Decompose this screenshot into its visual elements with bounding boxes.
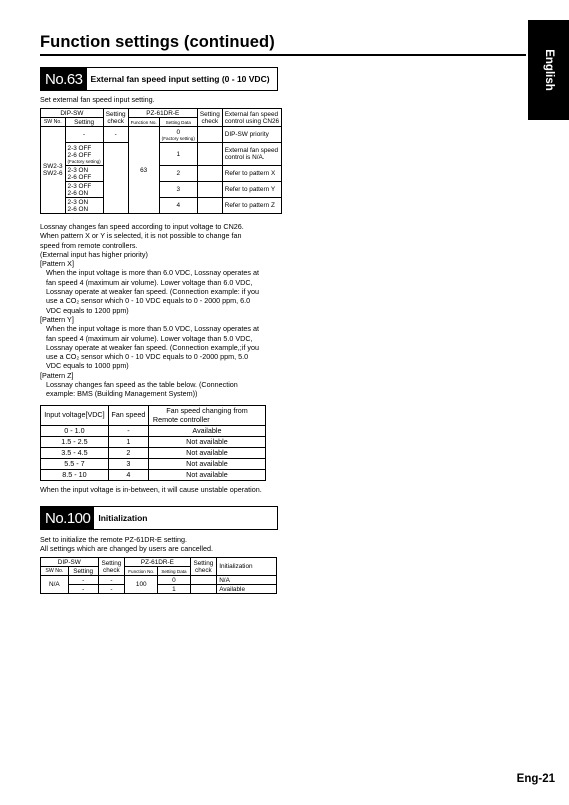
table-row xyxy=(41,127,282,143)
body-line: Lossnay changes fan speed as the table below. (Connection xyxy=(46,380,238,390)
fan-speed-cell: 2 xyxy=(108,448,148,459)
availability-cell: Not available xyxy=(148,448,265,459)
header-setting: Setting xyxy=(65,118,103,127)
section-100-header xyxy=(40,506,278,530)
fan-speed-cell: 4 xyxy=(108,470,148,481)
section-63-header xyxy=(40,67,278,91)
page-number: Eng-21 xyxy=(516,773,555,785)
header-pz61dr: PZ-61DR-E xyxy=(125,558,190,567)
function-no-cell: 100 xyxy=(125,576,158,594)
header-fan-speed: Fan speed xyxy=(108,406,148,426)
setting-data-cell: 4 xyxy=(159,198,197,214)
header-setting-data: Setting Data xyxy=(159,118,197,127)
setting-cell: - xyxy=(68,585,98,594)
fan-speed-cell: 3 xyxy=(108,459,148,470)
function-no-cell: 63 xyxy=(128,127,159,214)
voltage-cell: 0 - 1.0 xyxy=(41,426,109,437)
section-100-title: Initialization xyxy=(98,513,148,523)
availability-cell: Not available xyxy=(148,437,265,448)
setting-check-cell: - xyxy=(98,585,125,594)
description-cell: Refer to pattern Z xyxy=(222,198,281,214)
header-setting-check: Setting check xyxy=(103,109,128,127)
header-setting-check-2: Setting check xyxy=(197,109,222,127)
setting-check-cell: - xyxy=(103,127,128,143)
body-line: When the input voltage is more than 6.0 VDC, Lossnay operates at xyxy=(46,268,259,278)
body-line: [Pattern Z] xyxy=(40,370,74,380)
title-divider xyxy=(40,54,526,56)
body-line: use a CO₂ sensor which 0 - 10 VDC equals to 0 -2000 ppm, 5.0 xyxy=(46,352,249,362)
body-line: speed from remote controllers. xyxy=(40,240,138,250)
body-line: example: BMS (Building Management System)) xyxy=(46,389,198,399)
table-row xyxy=(41,470,266,481)
setting-check-cell-2 xyxy=(197,198,222,214)
section-100-intro xyxy=(40,535,213,554)
header-setting-check: Setting check xyxy=(98,558,125,576)
setting-data-cell: 0 (Factory setting) xyxy=(159,127,197,143)
body-line: VDC equals to 1200 ppm) xyxy=(46,305,129,315)
initialization-cell: Available xyxy=(217,585,277,594)
setting-data-cell: 1 xyxy=(158,585,190,594)
header-sw-no: SW No. xyxy=(41,567,69,576)
language-tab xyxy=(528,20,569,120)
header-initialization: Initialization xyxy=(217,558,277,576)
setting-data-cell: 0 xyxy=(158,576,190,585)
table-row xyxy=(41,166,282,182)
table-row xyxy=(41,576,277,585)
setting-cell: 2-3 ON 2-6 ON xyxy=(65,198,103,214)
body-line: VDC equals to 1000 ppm) xyxy=(46,361,129,371)
body-line: (External input has higher priority) xyxy=(40,249,148,259)
section-100-number: No.100 xyxy=(41,507,94,529)
availability-cell: Not available xyxy=(148,459,265,470)
table-row xyxy=(41,182,282,198)
setting-check-cell-2 xyxy=(197,127,222,143)
header-setting: Setting xyxy=(68,567,98,576)
body-line: Lossnay changes fan speed according to input voltage to CN26. xyxy=(40,222,244,231)
header-dipsw: DIP-SW xyxy=(41,558,99,567)
voltage-pattern-z-table xyxy=(40,405,266,481)
setting-check-cell-2 xyxy=(197,143,222,166)
header-description: External fan speed control using CN26 xyxy=(222,109,281,127)
body-line: When pattern X or Y is selected, it is not possible to change fan xyxy=(40,231,242,241)
voltage-cell: 1.5 - 2.5 xyxy=(41,437,109,448)
table-row xyxy=(41,437,266,448)
setting-cell: - xyxy=(65,127,103,143)
header-function-no: Function No. xyxy=(128,118,159,127)
body-line: fan speed 4 (maximum air volume). Lower voltage than 5.0 VDC, xyxy=(46,333,253,343)
section-63-settings-table xyxy=(40,108,282,214)
body-line: Lossnay operate at weaker fan speed. (Connection example: if you xyxy=(46,287,259,297)
voltage-cell: 8.5 - 10 xyxy=(41,470,109,481)
setting-data-cell: 3 xyxy=(159,182,197,198)
setting-cell: - xyxy=(68,576,98,585)
setting-check-cell xyxy=(103,143,128,214)
unstable-operation-note: When the input voltage is in-between, it will cause unstable operation. xyxy=(40,485,262,494)
header-pz61dr: PZ-61DR-E xyxy=(128,109,197,118)
section-63-body xyxy=(40,222,259,399)
availability-cell: Not available xyxy=(148,470,265,481)
description-cell: DIP-SW priority xyxy=(222,127,281,143)
description-cell: Refer to pattern X xyxy=(222,166,281,182)
availability-cell: Available xyxy=(148,426,265,437)
setting-cell: 2-3 OFF 2-6 OFF (Factory setting) xyxy=(65,143,103,166)
header-fan-speed-changing: Fan speed changing from Remote controller xyxy=(148,406,265,426)
setting-check-cell: - xyxy=(98,576,125,585)
header-dipsw: DIP-SW xyxy=(41,109,104,118)
intro-line: Set to initialize the remote PZ-61DR-E setting. xyxy=(40,535,188,544)
fan-speed-cell: - xyxy=(108,426,148,437)
body-line: use a CO₂ sensor which 0 - 10 VDC equals to 0 - 2000 ppm, 6.0 xyxy=(46,296,251,306)
description-cell: Refer to pattern Y xyxy=(222,182,281,198)
setting-data-cell: 1 xyxy=(159,143,197,166)
body-line: [Pattern X] xyxy=(40,259,74,269)
setting-check-cell-2 xyxy=(197,182,222,198)
table-row xyxy=(41,459,266,470)
table-row xyxy=(41,198,282,214)
section-63-intro: Set external fan speed input setting. xyxy=(40,95,155,104)
setting-cell: 2-3 ON 2-6 OFF xyxy=(65,166,103,182)
setting-check-cell-2 xyxy=(197,166,222,182)
voltage-cell: 5.5 - 7 xyxy=(41,459,109,470)
setting-check-cell-2 xyxy=(190,585,217,594)
header-function-no: Function No. xyxy=(125,567,158,576)
body-line: [Pattern Y] xyxy=(40,314,74,324)
table-row xyxy=(41,448,266,459)
intro-line: All settings which are changed by users are cancelled. xyxy=(40,544,213,554)
setting-check-cell-2 xyxy=(190,576,217,585)
body-line: When the input voltage is more than 5.0 VDC, Lossnay operates at xyxy=(46,324,259,334)
initialization-cell: N/A xyxy=(217,576,277,585)
body-line: Lossnay operate at weaker fan speed. (Connection example,;if you xyxy=(46,342,259,352)
header-setting-check-2: Setting check xyxy=(190,558,217,576)
section-100-settings-table xyxy=(40,557,277,594)
body-line: fan speed 4 (maximum air volume). Lower voltage than 6.0 VDC, xyxy=(46,277,253,287)
table-row xyxy=(41,143,282,166)
setting-cell: 2-3 OFF 2-6 ON xyxy=(65,182,103,198)
voltage-cell: 3.5 - 4.5 xyxy=(41,448,109,459)
header-sw-no: SW No. xyxy=(41,118,66,127)
table-row xyxy=(41,585,277,594)
section-63-title: External fan speed input setting (0 - 10 VDC) xyxy=(90,74,270,84)
sw-no-cell: SW2-3 SW2-6 xyxy=(41,127,66,214)
page-title: Function settings (continued) xyxy=(40,33,275,51)
table-row xyxy=(41,426,266,437)
sw-no-cell: N/A xyxy=(41,576,69,594)
section-63-number: No.63 xyxy=(41,68,87,90)
language-tab-label: English xyxy=(542,49,555,91)
setting-data-cell: 2 xyxy=(159,166,197,182)
header-input-voltage: Input voltage[VDC] xyxy=(41,406,109,426)
description-cell: External fan speed control is N/A. xyxy=(222,143,281,166)
header-setting-data: Setting Data xyxy=(158,567,190,576)
fan-speed-cell: 1 xyxy=(108,437,148,448)
